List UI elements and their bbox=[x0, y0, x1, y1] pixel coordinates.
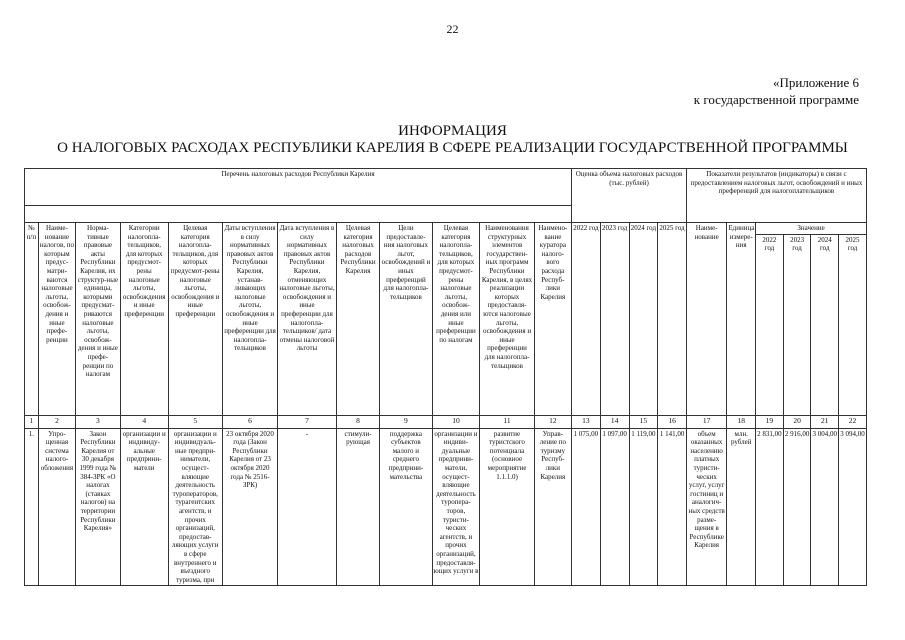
cell-taxpayer-category: организации и индивиду-альные предприни-матели bbox=[120, 428, 168, 586]
indicator-year-2022: 2022 год bbox=[756, 234, 784, 415]
cell-program-elements: развитие туристского потенциала (основное мероприятие 1.1.1.0) bbox=[480, 428, 534, 586]
col-header-12: Наимено-вание куратора налого-вого расхода Респуб-лики Карелия bbox=[534, 223, 571, 416]
cell-estimate-2023: 1 097,00 bbox=[600, 428, 629, 586]
cell-target-category: организации и индивидуаль-ные предпри-ниматели, осущест-вляющие деятельность туроператоров, турагентских агентств, и прочих организаций, предостав-ляющих услуги в сфере внутреннего и въездного туризма, при bbox=[168, 428, 222, 586]
document-title bbox=[0, 123, 905, 157]
col-header-6: Даты вступления в силу нормативных правовых актов Республики Карелия, устанав-ливающих налоговые льготы, освобождения и иные преференции для налогопла-тельщиков bbox=[222, 223, 277, 416]
indicator-year-2023: 2023 год bbox=[783, 234, 811, 415]
indicator-year-2025: 2025 год bbox=[839, 234, 867, 415]
title-line-2: О НАЛОГОВЫХ РАСХОДАХ РЕСПУБЛИКИ КАРЕЛИЯ В СФЕРЕ РЕАЛИЗАЦИИ ГОСУДАРСТВЕННОЙ ПРОГРАММЫ bbox=[57, 140, 848, 156]
year-header-2022: 2022 год bbox=[572, 223, 601, 416]
col-header-11: Наименования структурных элементов государствен-ных программ Республики Карелия, в целях реализации которых предоставля-ются налоговые льготы, освобождения и иные преференции для налогопла-тельщиков bbox=[480, 223, 534, 416]
indicator-value-header: Значение bbox=[756, 223, 867, 235]
col-header-2: Наиме-нование налогов, по которым предус-матри-ваются налоговые льготы, освобож-дения и иные префе-ренции bbox=[38, 223, 75, 416]
year-header-2024: 2024 год bbox=[629, 223, 658, 416]
col-number: 6 bbox=[222, 415, 277, 428]
cell-legal-act: Закон Республики Карелия от 30 декабря 1999 года № 384-ЗРК «О налогах (ставках налогов) на территории Республики Карелия» bbox=[76, 428, 121, 586]
col-header-1: № п/п bbox=[25, 223, 39, 416]
col-number: 14 bbox=[600, 415, 629, 428]
indicator-unit-header: Единица измере-ния bbox=[727, 223, 756, 416]
title-line-1: ИНФОРМАЦИЯ bbox=[398, 123, 507, 139]
cell-estimate-2022: 1 075,00 bbox=[572, 428, 601, 586]
col-number: 3 bbox=[76, 415, 121, 428]
table-row bbox=[25, 428, 867, 586]
col-number: 12 bbox=[534, 415, 571, 428]
cell-indicator-2023: 2 916,00 bbox=[783, 428, 811, 586]
col-header-8: Целевая категория налоговых расходов Республики Карелия bbox=[336, 223, 380, 416]
col-number: 11 bbox=[480, 415, 534, 428]
indicator-year-2024: 2024 год bbox=[811, 234, 839, 415]
col-header-7: Дата вступления в силу нормативных правовых актов Республики Карелия, отменяющих налоговые льготы, освобождения и иные преференции для налогопла-тельщиков/ дата отмены налоговой льготы bbox=[278, 223, 337, 416]
cell-curator: Управ-ление по туризму Респуб-лики Карелия bbox=[534, 428, 571, 586]
col-number: 9 bbox=[380, 415, 432, 428]
indicator-name-header: Наиме-нование bbox=[686, 223, 726, 416]
cell-indicator-name: объем оказанных населению платных туристи-ческих услуг, услуг гостиниц и аналогич-ных средств разме-щения в Республике Карелия bbox=[686, 428, 726, 586]
appendix-line-2: к государственной программе bbox=[693, 92, 859, 107]
cell-number: 1. bbox=[25, 428, 39, 586]
cell-cancel-date: - bbox=[278, 428, 337, 586]
group-header-estimate: Оценка объема налоговых расходов (тыс. рублей) bbox=[572, 169, 687, 223]
appendix-caption bbox=[694, 74, 859, 108]
cell-tax-name: Упро-щенная система налого-обложения bbox=[38, 428, 75, 586]
col-number: 20 bbox=[783, 415, 811, 428]
col-header-4: Категории налогопла-тельщиков, для которых предусмот-рены налоговые льготы, освобождения и иные преференции bbox=[120, 223, 168, 416]
cell-indicator-unit: млн. рублей bbox=[727, 428, 756, 586]
cell-estimate-2024: 1 119,00 bbox=[629, 428, 658, 586]
col-header-10: Целевая категория налогопла-тельщиков, для которых предусмот-рены налоговые льготы, освобож-дения или иные преференции по налогам bbox=[432, 223, 480, 416]
col-header-5: Целевая категория налогопла-тельщиков, для которых предусмот-рены налоговые льготы, освобождения и иные преференции bbox=[168, 223, 222, 416]
cell-indicator-2022: 2 831,00 bbox=[756, 428, 784, 586]
col-number: 16 bbox=[658, 415, 687, 428]
col-number: 2 bbox=[38, 415, 75, 428]
col-header-3: Норма-тивные правовые акты Республики Карелия, их структур-ные единицы, которыми предусмат-риваются налоговые льготы, освобож-дения и иные префе-ренции по налогам bbox=[76, 223, 121, 416]
cell-expense-category: стимули-рующая bbox=[336, 428, 380, 586]
cell-indicator-2025: 3 094,00 bbox=[839, 428, 867, 586]
col-number: 8 bbox=[336, 415, 380, 428]
col-number: 7 bbox=[278, 415, 337, 428]
col-number: 4 bbox=[120, 415, 168, 428]
col-header-9: Цели предоставле-ния налоговых льгот, освобождений и иных преференций для налогопла-тельщиков bbox=[380, 223, 432, 416]
col-number: 15 bbox=[629, 415, 658, 428]
group-header-indicators: Показатели результатов (индикаторы) в связи с предоставлением налоговых льгот, освобождений и иных преференций для налогоплательщиков bbox=[686, 169, 866, 223]
cell-effective-date: 23 октября 2020 года (Закон Республики Карелия от 23 октября 2020 года № 2516-ЗРК) bbox=[222, 428, 277, 586]
cell-goals: поддержка субъектов малого и среднего предприни-мательства bbox=[380, 428, 432, 586]
col-number: 18 bbox=[727, 415, 756, 428]
col-number: 21 bbox=[811, 415, 839, 428]
year-header-2025: 2025 год bbox=[658, 223, 687, 416]
year-header-2023: 2023 год bbox=[600, 223, 629, 416]
cell-target-taxpayers: организации и индиви-дуальные предприни-матели, осущест-вляющие деятельность туропера-торов, туристи-ческих агентств, и прочих организаций, предоставля-ющих услуги в bbox=[432, 428, 480, 586]
col-number: 10 bbox=[432, 415, 480, 428]
col-number: 5 bbox=[168, 415, 222, 428]
col-number: 22 bbox=[839, 415, 867, 428]
cell-estimate-2025: 1 141,00 bbox=[658, 428, 687, 586]
col-number: 19 bbox=[756, 415, 784, 428]
col-number: 1 bbox=[25, 415, 39, 428]
page-number: 22 bbox=[446, 22, 459, 36]
group-header-list: Перечень налоговых расходов Республики Карелия bbox=[25, 169, 572, 206]
group-header-spacer bbox=[25, 206, 572, 223]
cell-indicator-2024: 3 004,00 bbox=[811, 428, 839, 586]
column-number-row bbox=[25, 415, 867, 428]
appendix-line-1: «Приложение 6 bbox=[772, 75, 859, 90]
col-number: 17 bbox=[686, 415, 726, 428]
col-number: 13 bbox=[572, 415, 601, 428]
tax-expenditure-table bbox=[24, 168, 867, 586]
